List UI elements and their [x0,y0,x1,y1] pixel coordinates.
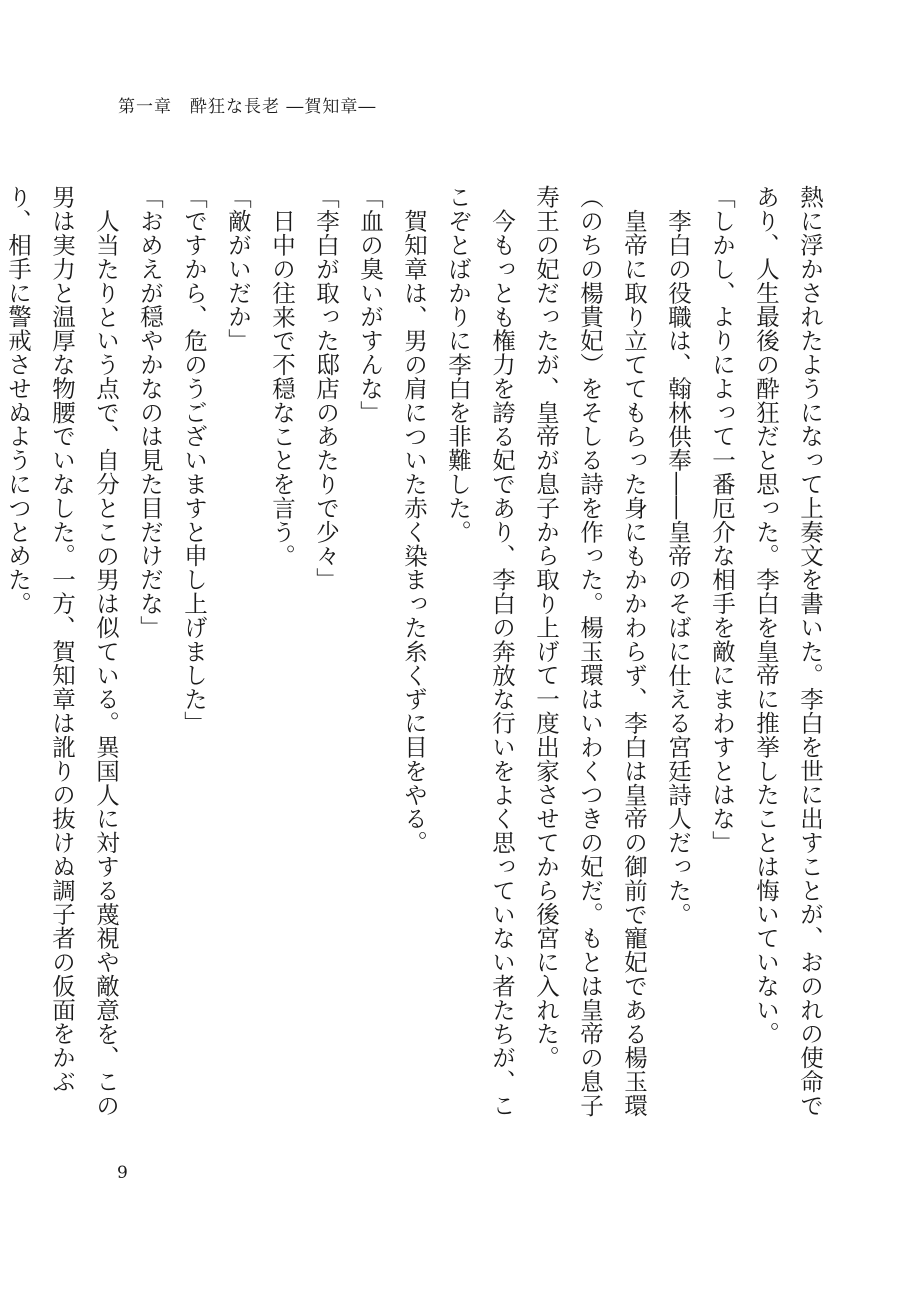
paragraph: 日中の往来で不穏なことを言う。 [268,208,296,567]
paragraph: 今もっとも権力を誇る妃であり、李白の奔放な行いをよく思っていない者たちが、ここぞとばかりに李白を非難した。 [444,185,516,1117]
dialogue-line: 「李白が取った邸店のあたりで少々」 [312,185,340,592]
dialogue-line: 「おめえが穏やかなのは見た目だけだな」 [136,185,164,640]
dialogue-line: 「血の臭いがすんな」 [356,185,384,424]
page-number: 9 [117,1163,128,1183]
paragraph: 李白の役職は、翰林供奉――皇帝のそばに仕える宮廷詩人だった。 [664,208,692,926]
paragraph: 賀知章は、男の肩についた赤く染まった糸くずに目をやる。 [400,208,428,854]
dialogue-line: 「ですから、危のうございますと申し上げました」 [180,185,208,735]
paragraph: 熱に浮かされたようになって上奏文を書いた。李白を世に出すことが、おのれの使命であり、人生最後の酔狂だと思った。李白を皇帝に推挙したことは悔いていない。 [752,185,824,1118]
body-text [4,185,832,1130]
dialogue-line: 「しかし、よりによって一番厄介な相手を敵にまわすとはな」 [708,185,736,855]
paragraph: 人当たりという点で、自分とこの男は似ている。異国人に対する蔑視や敵意を、この男は実力と温厚な物腰でいなした。一方、賀知章は訛りの抜けぬ調子者の仮面をかぶり、相手に警戒させぬようにつとめた。 [4,185,120,1117]
dialogue-line: 「敵がいだか」 [224,185,252,353]
paragraph: 皇帝に取り立ててもらった身にもかかわらず、李白は皇帝の御前で寵妃である楊玉環（のちの楊貴妃）をそしる詩を作った。楊玉環はいわくつきの妃だ。もとは皇帝の息子寿王の妃だったが、皇帝が息子から取り上げて一度出家させてから後宮に入れた。 [532,185,648,1118]
running-head: 第一章 酔狂な長老 ―賀知章― [118,97,377,117]
